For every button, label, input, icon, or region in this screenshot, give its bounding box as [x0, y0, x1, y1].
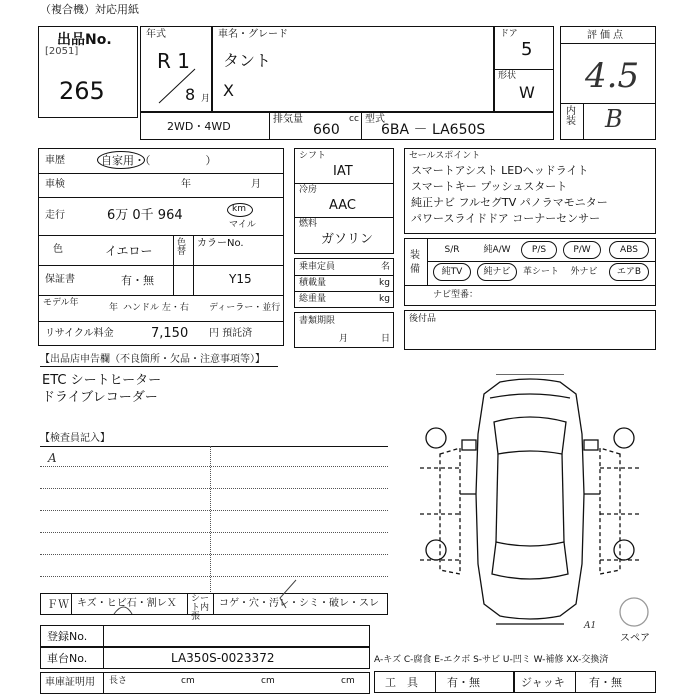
- model-code: 6BA － LA650S: [381, 122, 486, 138]
- equip-tv: 純TV: [433, 263, 471, 281]
- sales-points-block: セールスポイント スマートアシスト LEDヘッドライト スマートキー プッシュスタート 純正ナビ フルセグTV パノラマモニター パワースライドドア コーナーセンサー: [404, 148, 656, 234]
- spec-row: 2WD・4WD 排気量 cc 660 型式 6BA － LA650S: [140, 112, 554, 140]
- equip-sr: S/R: [444, 245, 460, 255]
- fw-items: キズ・ヒビ石・割レＸ: [77, 598, 177, 609]
- seat-items: コゲ・穴・汚レ・シミ・破レ・スレ: [219, 598, 379, 609]
- equipment-block: 装備 S/R 純A/W P/S P/W ABS 純TV 純ナビ 革シート 外ナビ エアB ナビ型番：: [404, 238, 656, 306]
- recycle-value: 7,150: [151, 326, 189, 341]
- rating-box: 評価点 4.5 内装 B: [560, 26, 656, 140]
- inspector-label: 【検査員記入】: [40, 433, 110, 444]
- chassis-value: LA350S-0023372: [171, 651, 275, 665]
- history-circle: [97, 151, 145, 169]
- car-diagram: [400, 374, 660, 630]
- equip-leather: 革シート: [522, 267, 559, 277]
- handwriting-marks: [110, 574, 310, 620]
- aircon-value: AAC: [329, 198, 356, 213]
- lot-number: 265: [59, 77, 105, 105]
- lot-code: [2051]: [45, 46, 79, 57]
- car-grade: X: [223, 81, 234, 100]
- drivetrain-block: シフト IAT 冷房 AAC 燃料 ガソリン: [294, 148, 394, 254]
- lot-box: [38, 26, 138, 118]
- damage-legend: A-キズ C-腐食 E-エクボ S-サビ U-凹ミ W-補修 XX-交換済: [374, 655, 609, 665]
- model-year-era: R 1: [157, 49, 190, 73]
- tools-row: 工 具 有・無: [374, 671, 514, 693]
- drive-type: 2WD・4WD: [167, 120, 231, 133]
- notes-label: 【出品店申告欄（不良箇所・欠品・注意事項等）】: [40, 354, 265, 365]
- model-year-month: 8: [185, 85, 196, 104]
- mileage-value: 6万 0千 964: [107, 208, 183, 223]
- form-header-note: （複合機）対応用紙: [40, 3, 139, 16]
- fuel-value: ガソリン: [321, 232, 374, 247]
- inspector-lines: [40, 446, 388, 592]
- doc-expiry-block: 書類期限 月 日: [294, 312, 394, 348]
- equip-airbag: エアB: [609, 263, 649, 281]
- warranty-value: 有・無: [121, 274, 154, 287]
- color-no: Y15: [229, 272, 252, 286]
- registration-row: 登録No.: [40, 625, 370, 647]
- inspector-mark: A: [48, 451, 57, 465]
- notes-line: ドライブレコーダー: [42, 390, 158, 405]
- body-shape-value: W: [519, 83, 535, 102]
- displacement-value: 660: [313, 122, 340, 138]
- car-name: タント: [223, 51, 272, 70]
- vehicle-info-block: 車歴 自家用・（ ） 車検 年 月 走行 6万 0千 964 km マイル 色 イエロー 色替 カラーNo. Y15 保証書 有・無 モデル年 年 ハンドル 左・右 ディーラー・並行 リサイクル料金 7,150 円 預託済: [38, 148, 284, 346]
- doors-box: ドア 5 形状 W: [494, 26, 554, 112]
- model-year-box: 年式 R 1 8 月: [140, 26, 212, 112]
- sales-point-line: 純正ナビ フルセグTV パノラマモニター: [411, 196, 608, 209]
- shift-value: IAT: [333, 164, 353, 179]
- sales-point-line: スマートキー プッシュスタート: [411, 180, 568, 193]
- spare-mark: A1: [584, 621, 597, 631]
- equip-aw: 純A/W: [483, 245, 511, 255]
- doors-value: 5: [521, 39, 533, 60]
- notes-line: ETC シートヒーター: [42, 373, 162, 388]
- color-value: イエロー: [105, 244, 153, 258]
- aftermarket-block: 後付品: [404, 310, 656, 350]
- equip-nav: 純ナビ: [477, 263, 517, 281]
- capacity-block: 乗車定員 名 積載量 kg 総重量 kg: [294, 258, 394, 308]
- fw-row: ＦＷ キズ・ヒビ石・割レＸ シート内張 コゲ・穴・汚レ・シミ・破レ・スレ: [40, 593, 388, 615]
- spare-label: スペア: [620, 633, 650, 644]
- equip-ps: P/S: [521, 241, 557, 259]
- history-value: 自家用・（ ）: [101, 154, 217, 167]
- equip-pw: P/W: [563, 241, 601, 259]
- rating-score: 4.5: [585, 56, 640, 96]
- cert-row: 車庫証明用 長さ cm cm cm: [40, 672, 370, 694]
- jack-row: ジャッキ 有・無: [514, 671, 656, 693]
- sales-point-line: スマートアシスト LEDヘッドライト: [411, 164, 589, 177]
- car-name-box: 車名・グレード タント X: [212, 26, 494, 112]
- equip-ext-nav: 外ナビ: [570, 267, 598, 277]
- chassis-row: 車台No. LA350S-0023372: [40, 647, 370, 669]
- sales-point-line: パワースライドドア コーナーセンサー: [411, 212, 601, 225]
- lot-title: 出品No.: [57, 32, 112, 48]
- equip-abs: ABS: [609, 241, 649, 259]
- rating-interior: B: [605, 105, 623, 133]
